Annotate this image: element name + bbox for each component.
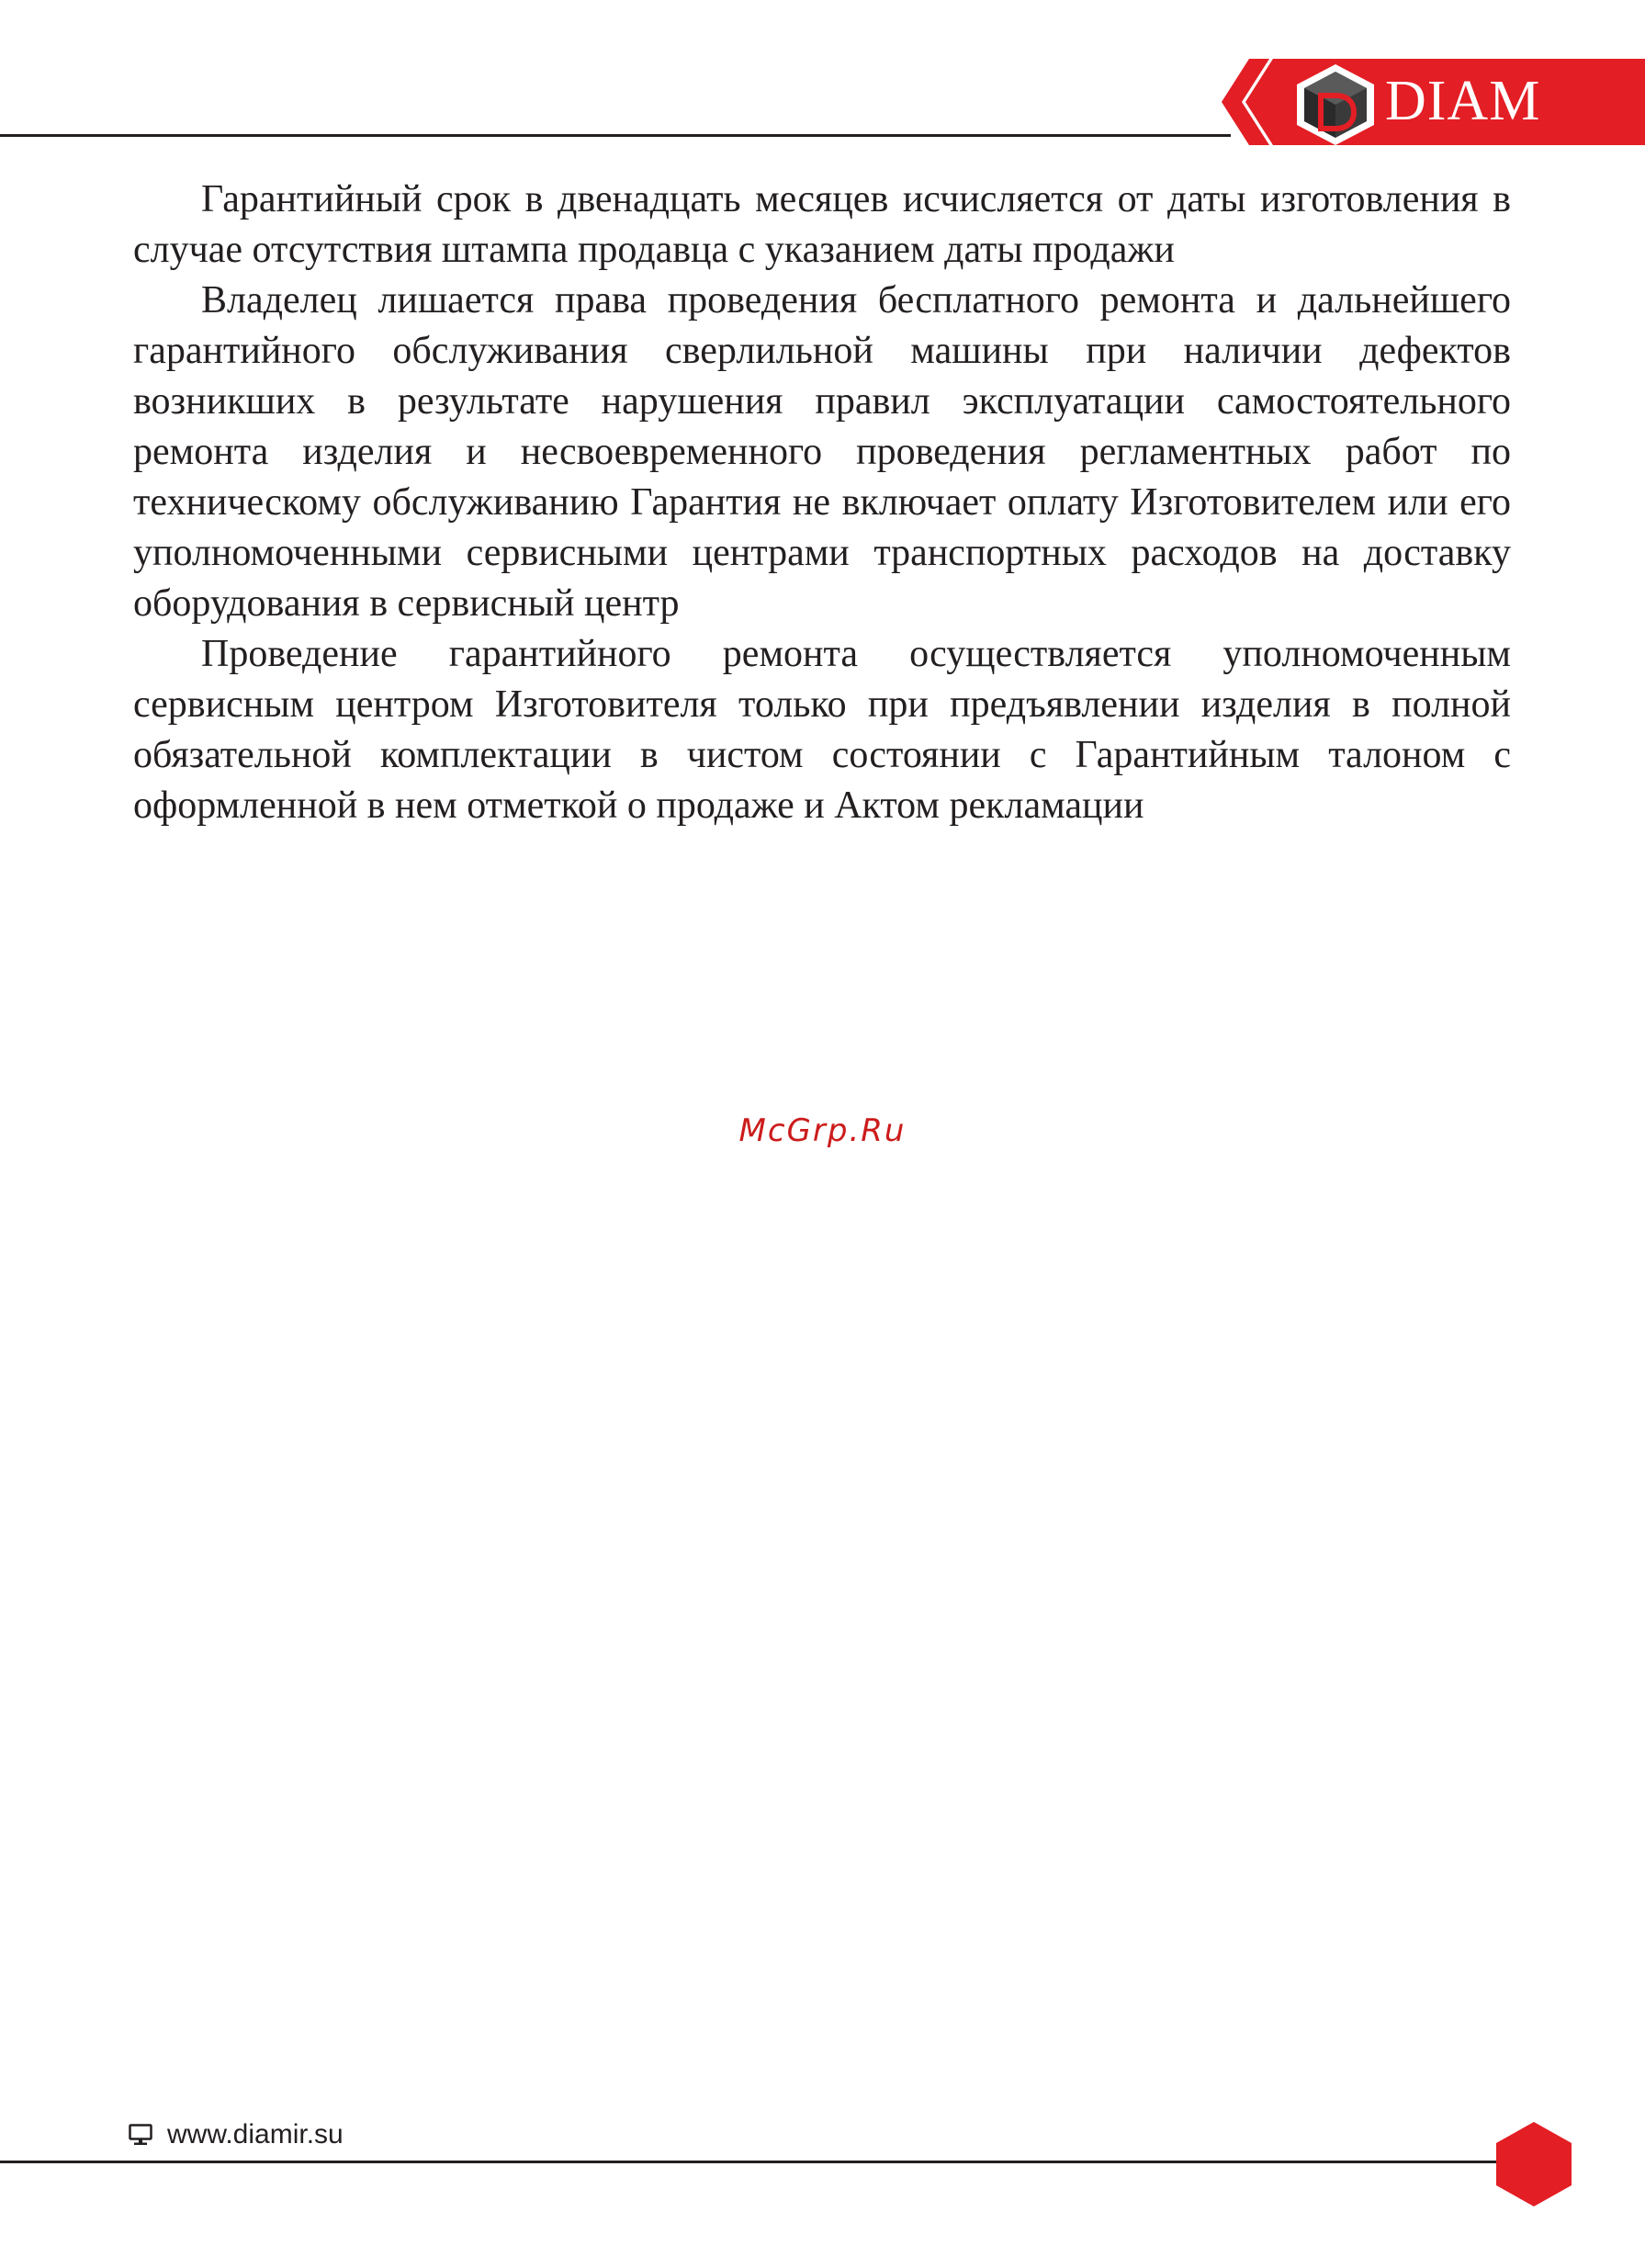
paragraph-warranty-term: Гарантийный срок в двенадцать месяцев исчисляется от даты изготовления в случае отсутствия штампа продавца с указанием даты продажи: [133, 178, 1511, 271]
red-hexagon-icon: [1494, 2120, 1573, 2208]
paragraph-repair-conditions: Проведение гарантийного ремонта осуществляется уполномоченным сервисным центром Изготовителя только при предъявлении изделия в полной обязательной комплектации в чистом состоянии с Гарантийным талоном с оформленной в нем отметкой о продаже и Актом рекламации: [133, 633, 1511, 827]
paragraph-owner-rights: Владелец лишается права проведения бесплатного ремонта и дальнейшего гарантийного обслуживания сверлильной машины при наличии дефектов возникших в результате нарушения правил эксплуатации самостоятельного ремонта изделия и несвоевременного проведения регламентных работ по техническому обслуживанию Гарантия не включает оплату Изготовителем или его уполномоченными сервисными центрами транспортных расходов на доставку оборудования в сервисный центр: [133, 279, 1511, 625]
footer-url-text[interactable]: www.diamir.su: [167, 2119, 344, 2150]
document-body: [133, 175, 1511, 831]
brand-name: DIAM: [1385, 70, 1541, 132]
footer-website[interactable]: [129, 2118, 344, 2151]
diam-cube-logo-icon: [1290, 61, 1381, 147]
watermark: McGrp.Ru: [738, 1112, 907, 1149]
footer-rule: [0, 2161, 1506, 2163]
header-rule: [0, 134, 1231, 137]
monitor-icon: [129, 2124, 152, 2146]
